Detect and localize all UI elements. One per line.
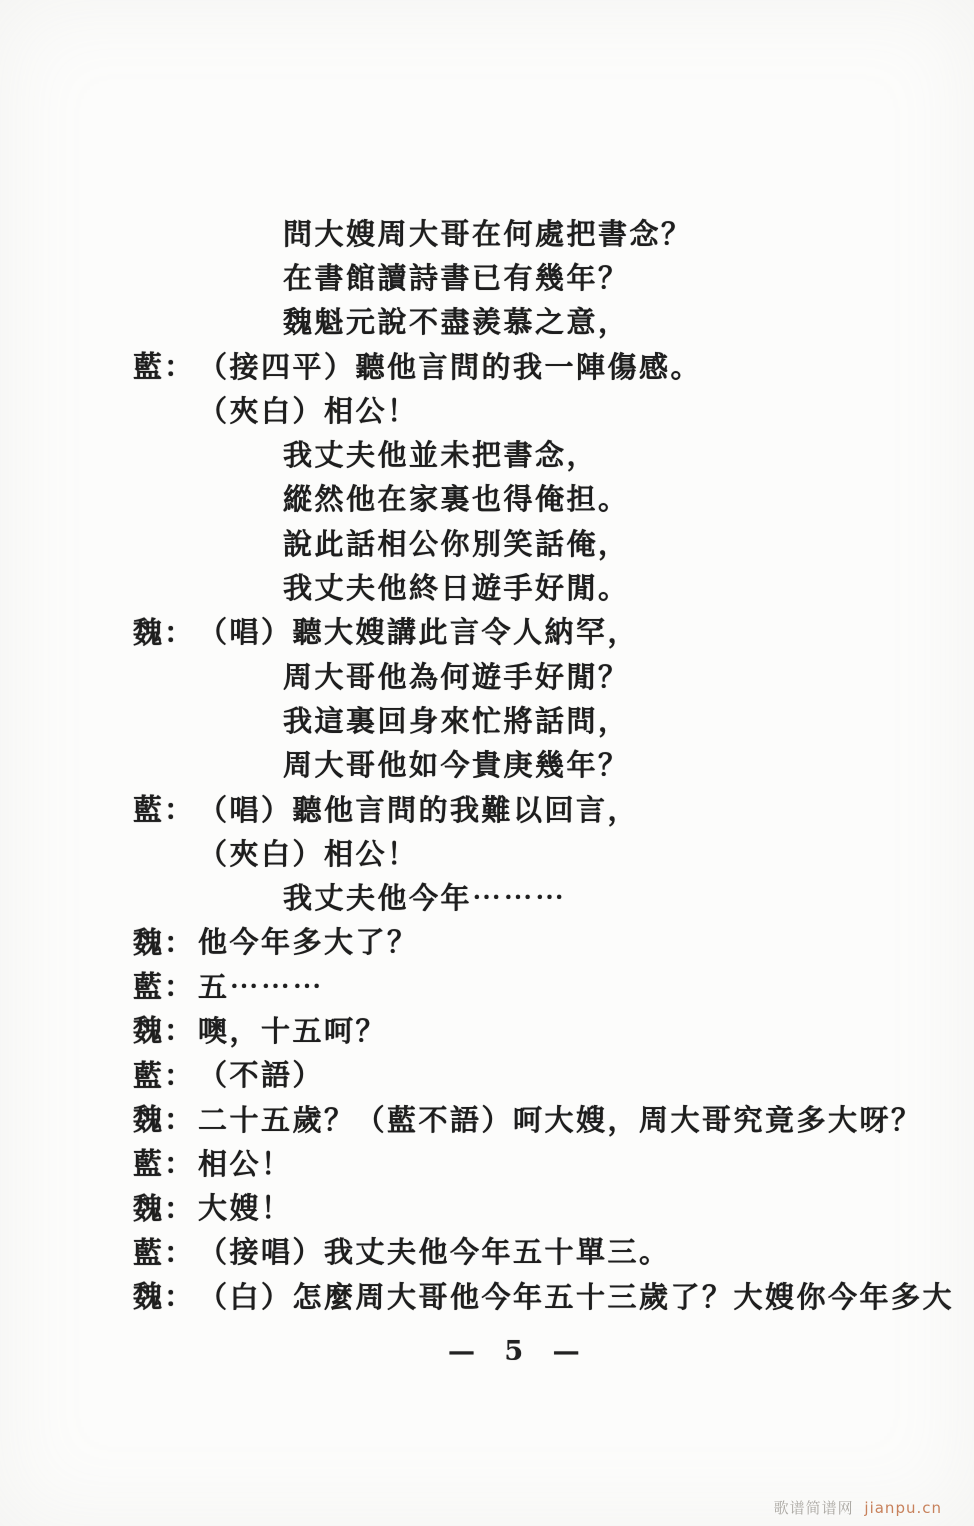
- speaker-label: 藍：: [133, 1235, 196, 1270]
- script-line: [0, 210, 974, 254]
- script-line: [0, 1052, 974, 1096]
- speaker-label: 藍：: [133, 792, 196, 827]
- line-text: 縱然他在家裏也得俺担。: [283, 482, 630, 517]
- watermark-site-url: jianpu.cn: [864, 1499, 942, 1517]
- line-text: 噢，十五呵？: [198, 1013, 388, 1048]
- script-line: [0, 1229, 974, 1273]
- script-line: [0, 520, 974, 564]
- line-text: （接四平）聽他言問的我一陣傷感。: [198, 349, 703, 384]
- speaker-label: 藍：: [133, 1058, 196, 1093]
- speaker-label: 魏：: [133, 1013, 196, 1048]
- speaker-label: 魏：: [133, 1102, 196, 1137]
- line-text: 魏魁元說不盡羨慕之意，: [283, 305, 630, 340]
- script-line: [0, 387, 974, 431]
- speaker-label: 藍：: [133, 1146, 196, 1181]
- line-text: （不語）: [198, 1058, 325, 1093]
- line-text: 我丈夫他今年⋯⋯⋯: [283, 881, 567, 916]
- speaker-label: 魏：: [133, 1279, 196, 1314]
- speaker-label: 藍：: [133, 349, 196, 384]
- speaker-label: 藍：: [133, 969, 196, 1004]
- watermark: [774, 1497, 942, 1518]
- line-text: 相公！: [198, 1146, 293, 1181]
- script-line: [0, 963, 974, 1007]
- script-line: [0, 742, 974, 786]
- script-line: [0, 431, 974, 475]
- script-line: [0, 1273, 974, 1317]
- line-text: （夾白）相公！: [198, 393, 419, 428]
- script-lines: [0, 210, 974, 1317]
- line-text: 他今年多大了？: [198, 925, 419, 960]
- line-text: 大嫂！: [198, 1191, 293, 1226]
- watermark-site-name: 歌谱简谱网: [773, 1499, 854, 1517]
- script-line: [0, 299, 974, 343]
- line-text: 我丈夫他終日遊手好閒。: [283, 571, 630, 606]
- line-text: （接唱）我丈夫他今年五十單三。: [198, 1235, 671, 1270]
- speaker-label: 魏：: [133, 925, 196, 960]
- line-text: 我這裏回身來忙將話問，: [283, 703, 630, 738]
- speaker-label: 魏：: [133, 615, 196, 650]
- script-line: [0, 786, 974, 830]
- script-line: [0, 476, 974, 520]
- script-line: [0, 609, 974, 653]
- script-line: [0, 919, 974, 963]
- script-line: [0, 653, 974, 697]
- script-line: [0, 874, 974, 918]
- line-text: 周大哥他如今貴庚幾年？: [283, 748, 630, 783]
- script-line: [0, 1007, 974, 1051]
- script-line: [0, 343, 974, 387]
- line-text: 在書館讀詩書已有幾年？: [283, 260, 630, 295]
- line-text: 五⋯⋯⋯: [198, 969, 325, 1004]
- line-text: （唱）聽大嫂講此言令人納罕，: [198, 615, 640, 650]
- script-line: [0, 1096, 974, 1140]
- script-line: [0, 564, 974, 608]
- line-text: 說此話相公你別笑話俺，: [283, 526, 630, 561]
- speaker-label: 魏：: [133, 1191, 196, 1226]
- script-line: [0, 830, 974, 874]
- script-line: [0, 697, 974, 741]
- page-number: — 5 —: [448, 1336, 590, 1367]
- line-text: （白）怎麼周大哥他今年五十三歲了？大嫂你今年多大: [198, 1279, 955, 1314]
- line-text: 二十五歲？（藍不語）呵大嫂，周大哥究竟多大呀？: [198, 1102, 923, 1137]
- line-text: 周大哥他為何遊手好閒？: [283, 659, 630, 694]
- line-text: 我丈夫他並未把書念，: [283, 438, 599, 473]
- script-line: [0, 1185, 974, 1229]
- line-text: 問大嫂周大哥在何處把書念？: [283, 216, 693, 251]
- script-line: [0, 1140, 974, 1184]
- line-text: （唱）聽他言問的我難以回言，: [198, 792, 640, 827]
- script-line: [0, 254, 974, 298]
- line-text: （夾白）相公！: [198, 836, 419, 871]
